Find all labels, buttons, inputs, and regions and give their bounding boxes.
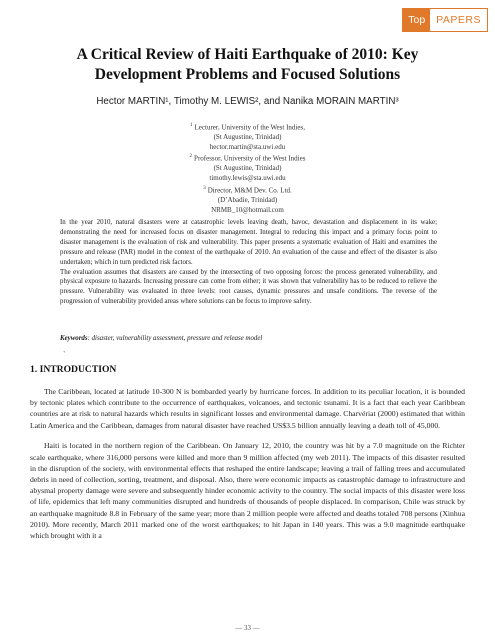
author-list: Hector MARTIN¹, Timothy M. LEWIS², and Nanika MORAIN MARTIN³ xyxy=(96,96,399,107)
affiliation-line: (St Augustine, Trinidad) xyxy=(213,133,282,142)
top-papers-badge[interactable] xyxy=(402,8,488,32)
papers-label: PAPERS xyxy=(430,9,487,31)
author-email[interactable]: hector.martin@sta.uwi.edu xyxy=(209,142,286,151)
keywords xyxy=(60,335,437,342)
affiliation-line: (St Augustine, Trinidad) xyxy=(213,164,282,173)
affiliation-3 xyxy=(120,184,375,215)
abstract-paragraph: The evaluation assumes that disasters are caused by the intersecting of two opposing forces: the process generated vulnerability, and physical exposure to hazards. Increasing pressure can come from either; it was shown that vulnerability has to be reduced to relieve the pressure. Vulnerability was evaluated in three levels: root causes, dynamic pressures and unsafe conditions. The reverse of the progression of vulnerability provided areas where solutions can be focus to improve safety. xyxy=(60,268,437,306)
keywords-text: : disaster, vulnerability assessment, pressure and release model xyxy=(87,335,263,342)
abstract-paragraph: In the year 2010, natural disasters were at catastrophic levels leaving death, havoc, devastation and displacement in its wake; demonstrating the need for increased focus on disaster management. Integral to reducing this impact and a primary focus point to disaster management is the evaluation of risk and vulnerability. This paper presents a systematic evaluation of Haiti and examines the pressure and release (PAR) model in the context of the earthquake of 2010. An evaluation of the cause and effect of the disaster is also undertaken; which in turn predicted risk factors. xyxy=(60,219,437,266)
affiliation-line: (D’Abadie, Trinidad) xyxy=(217,195,278,204)
affiliation-number: 2 xyxy=(189,154,193,160)
affiliation-number: 1 xyxy=(190,123,193,128)
section-heading: 1. INTRODUCTION xyxy=(30,364,117,375)
affiliation-line: Lecturer, University of the West Indies, xyxy=(194,123,305,132)
affiliation-line: Professor, University of the West Indies xyxy=(194,154,306,163)
abstract xyxy=(60,218,437,307)
body-paragraph: The Caribbean, located at latitude 10-300 N is bombarded yearly by hurricane forces. In addition to its peculiar location, it is bounded by tectonic plates which contribute to the occurrence of earthquakes, volcanoes, and tectonic tsunami. It is a fact that each year Caribbean countries are at risk to natural hazards which results in significant losses and environmental damage. Charvériat (2000) estimated that within Latin America and the Caribbean, damages from natural disaster have reached US$3.5 billion annually leaving a death toll of 45,000. xyxy=(30,387,465,430)
author-email[interactable]: timothy.lewis@sta.uwi.edu xyxy=(209,174,286,183)
stray-mark: ` xyxy=(63,350,66,359)
author-email[interactable]: NRMB_10@hotmail.com xyxy=(211,205,284,214)
affiliation-1 xyxy=(120,121,375,152)
affiliation-2 xyxy=(120,152,375,183)
affiliation-number: 3 xyxy=(203,185,206,191)
paper-title: A Critical Review of Haiti Earthquake of 2010: Key Development Problems and Focused Solutions xyxy=(76,46,419,83)
body-paragraph: Haiti is located in the northern region of the Caribbean. On January 12, 2010, the country was hit by a 7.0 magnitude on the Richter scale earthquake, where 316,000 persons were killed and more than 9 million affected (my web 2011). The impacts of this disaster resulted in the disruption of the society, with environmental effects that reshaped the entire landscape; leaving a trail of falling trees and accumulated debris in need of collection, sorting, treatment, and disposal. Also, there were economic impacts as catastrophic damage to infrastructure and abysmal property damage were severe and subsequently hinder economic activity to the country. The social impacts of this disaster were loss of life, epidemics that left many communities disrupted and hundreds of thousands of people displaced. In comparison, Chile was struck by an earthquake magnitude 8.8 in February of the same year; more than 2 million people were affected and deaths totaled 708 persons (Xinhua 2010). More recently, March 2011 marked one of the worst earthquakes; to hit Japan in 140 years. This was a 9.0 magnitude earthquake which brought with it a xyxy=(30,441,465,540)
affiliation-line: Director, M&M Dev. Co. Ltd. xyxy=(207,186,292,195)
body-text xyxy=(30,386,465,551)
affiliations xyxy=(120,121,375,215)
keywords-label: Keywords xyxy=(60,335,88,342)
top-label: Top xyxy=(403,9,430,31)
page-number: — 33 — xyxy=(235,624,260,632)
